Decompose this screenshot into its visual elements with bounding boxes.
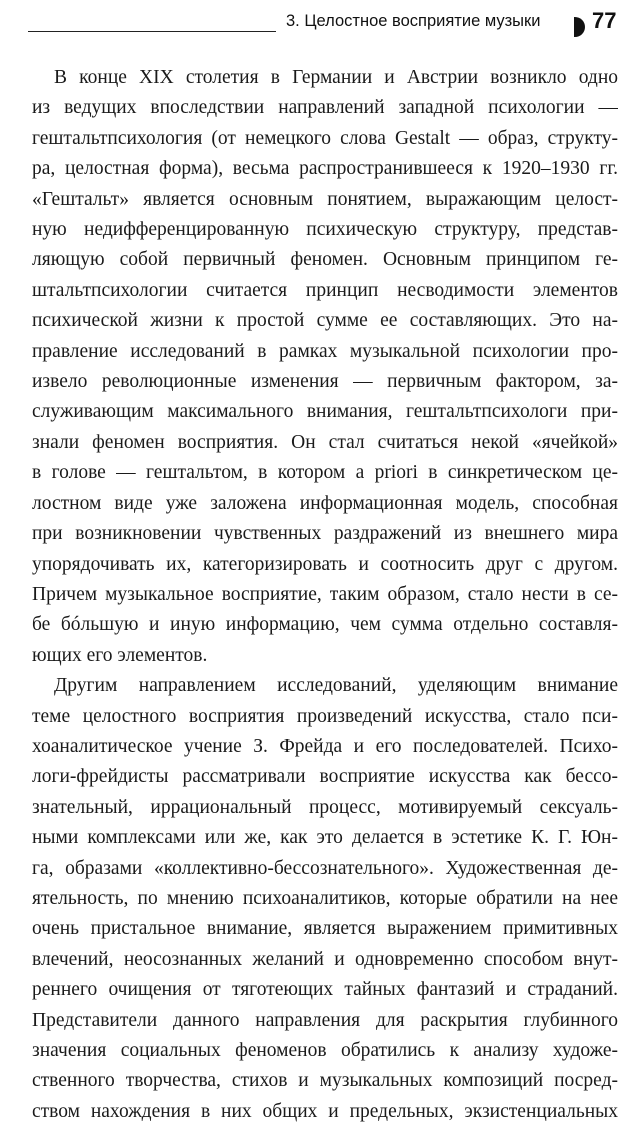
text-line: реннего очищения от тяготеющих тайных фантазий и страданий. — [32, 979, 618, 1001]
text-line: извело революционные изменения — первичным фактором, за- — [32, 371, 618, 393]
page-number: 77 — [592, 8, 617, 33]
text-line: гештальтпсихология (от немецкого слова Gestalt — образ, структу- — [32, 127, 618, 149]
text-line: при возникновении чувственных раздражений из внешнего мира — [32, 523, 618, 545]
text-line: в голове — гештальтом, в котором a priori в синкретическом це- — [32, 462, 618, 484]
page-body — [32, 63, 618, 1127]
text-line: служивающим максимального внимания, гештальтпсихологи при- — [32, 401, 618, 423]
running-header — [28, 6, 620, 40]
text-line: лостном виде уже заложена информационная модель, способная — [32, 492, 618, 514]
text-line: знательный, иррациональный процесс, мотивируемый сексуаль- — [32, 796, 618, 818]
text-line: значения социальных феноменов обратились к анализу художе- — [32, 1040, 618, 1061]
header-rule — [28, 31, 276, 32]
text-line: штальтпсихологии считается принцип несводимости элементов — [32, 279, 618, 301]
text-line: га, образами «коллективно-бессознательного». Художественная де- — [32, 857, 618, 879]
text-line: влечений, неосознанных желаний и одновременно способом внут- — [32, 948, 618, 970]
text-line: ными комплексами или же, как это делается в эстетике К. Г. Юн- — [32, 827, 618, 849]
text-line: хоаналитическое учение З. Фрейда и его последователей. Психо- — [32, 735, 618, 757]
text-line: Причем музыкальное восприятие, таким образом, стало нести в се- — [32, 583, 618, 605]
text-line: ством нахождения в них общих и предельных, экзистенциальных — [32, 1100, 618, 1122]
text-line: ственного творчества, стихов и музыкальных композиций посред- — [32, 1070, 618, 1092]
text-line: ятельность, по мнению психоаналитиков, которые обратили на нее — [32, 887, 618, 909]
text-line: логи-фрейдисты рассматривали восприятие искусства как бессо- — [32, 766, 618, 788]
text-line: ную недифференцированную психическую структуру, представ- — [32, 219, 618, 241]
text-line: бе бóльшую и иную информацию, чем сумма отдельно составля- — [32, 614, 618, 636]
text-line: ющих его элементов. — [32, 644, 208, 666]
half-circle-marker-icon — [574, 17, 585, 37]
text-line: психической жизни к простой сумме ее составляющих. Это на- — [32, 310, 618, 332]
text-line: теме целостного восприятия произведений искусства, стало пси- — [32, 705, 618, 727]
text-line: ляющую собой первичный феномен. Основным принципом ге- — [32, 249, 618, 271]
text-line: Другим направлением исследований, уделяющим внимание — [54, 675, 618, 697]
chapter-title: 3. Целостное восприятие музыки — [286, 12, 541, 30]
text-line: Представители данного направления для раскрытия глубинного — [32, 1009, 618, 1031]
text-line: знали феномен восприятия. Он стал считаться некой «ячейкой» — [32, 431, 618, 453]
text-line: очень пристальное внимание, является выражением примитивных — [32, 918, 618, 940]
text-line: ра, целостная форма), весьма распространившееся к 1920–1930 гг. — [32, 158, 618, 180]
text-line: правление исследований в рамках музыкальной психологии про- — [32, 340, 618, 362]
text-line: В конце XIX столетия в Германии и Австрии возникло одно — [54, 67, 618, 88]
text-line: «Гештальт» является основным понятием, выражающим целост- — [32, 188, 618, 210]
paragraph-1 — [32, 63, 618, 671]
paragraph-2 — [32, 671, 618, 1127]
text-line: упорядочивать их, категоризировать и соотносить друг с другом. — [32, 553, 618, 575]
text-line: из ведущих впоследствии направлений западной психологии — — [32, 97, 618, 119]
